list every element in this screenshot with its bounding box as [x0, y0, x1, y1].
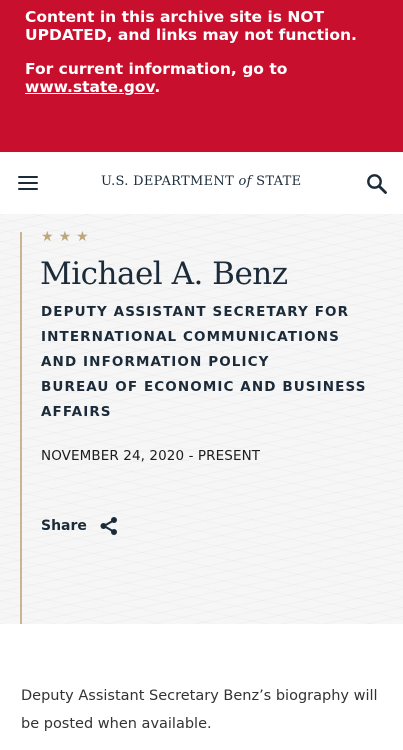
star-icon: ★ [41, 229, 59, 245]
logo-text-of: of [238, 174, 252, 189]
logo-text-state: STATE [251, 174, 302, 189]
profile-hero [0, 214, 403, 624]
person-name: Michael A. Benz [40, 256, 288, 292]
star-icon: ★ [76, 229, 94, 245]
tenure-dates: NOVEMBER 24, 2020 - PRESENT [41, 448, 261, 464]
gold-vertical-rule [20, 232, 22, 624]
title-line: AND INFORMATION POLICY [41, 354, 270, 370]
title-line: BUREAU OF ECONOMIC AND BUSINESS [41, 379, 367, 395]
hamburger-menu-icon[interactable] [18, 175, 38, 191]
archive-notice-text: Content in this archive site is NOT UPDATED, and links may not function. [25, 8, 357, 44]
search-icon[interactable] [366, 173, 388, 195]
title-line: INTERNATIONAL COMMUNICATIONS [41, 329, 340, 345]
logo-text-department: U.S. DEPARTMENT [101, 174, 239, 189]
share-icon [99, 516, 119, 536]
biography-text: Deputy Assistant Secretary Benz’s biography will be posted when available. [21, 688, 378, 732]
current-info-suffix: . [154, 78, 161, 96]
title-line: DEPUTY ASSISTANT SECRETARY FOR [41, 304, 350, 320]
current-info-prefix: For current information, go to [25, 60, 288, 78]
site-logo[interactable] [101, 174, 301, 189]
star-icon: ★ [58, 229, 77, 245]
share-button[interactable] [41, 514, 119, 538]
share-label: Share [41, 518, 87, 534]
title-line: AFFAIRS [41, 404, 112, 420]
archive-notice-banner [0, 0, 403, 152]
person-titles [41, 300, 381, 425]
decorative-stars [41, 229, 94, 245]
state-gov-link[interactable]: www.state.gov [25, 78, 155, 96]
site-header [0, 152, 403, 214]
archive-notice-current-info [25, 60, 378, 96]
